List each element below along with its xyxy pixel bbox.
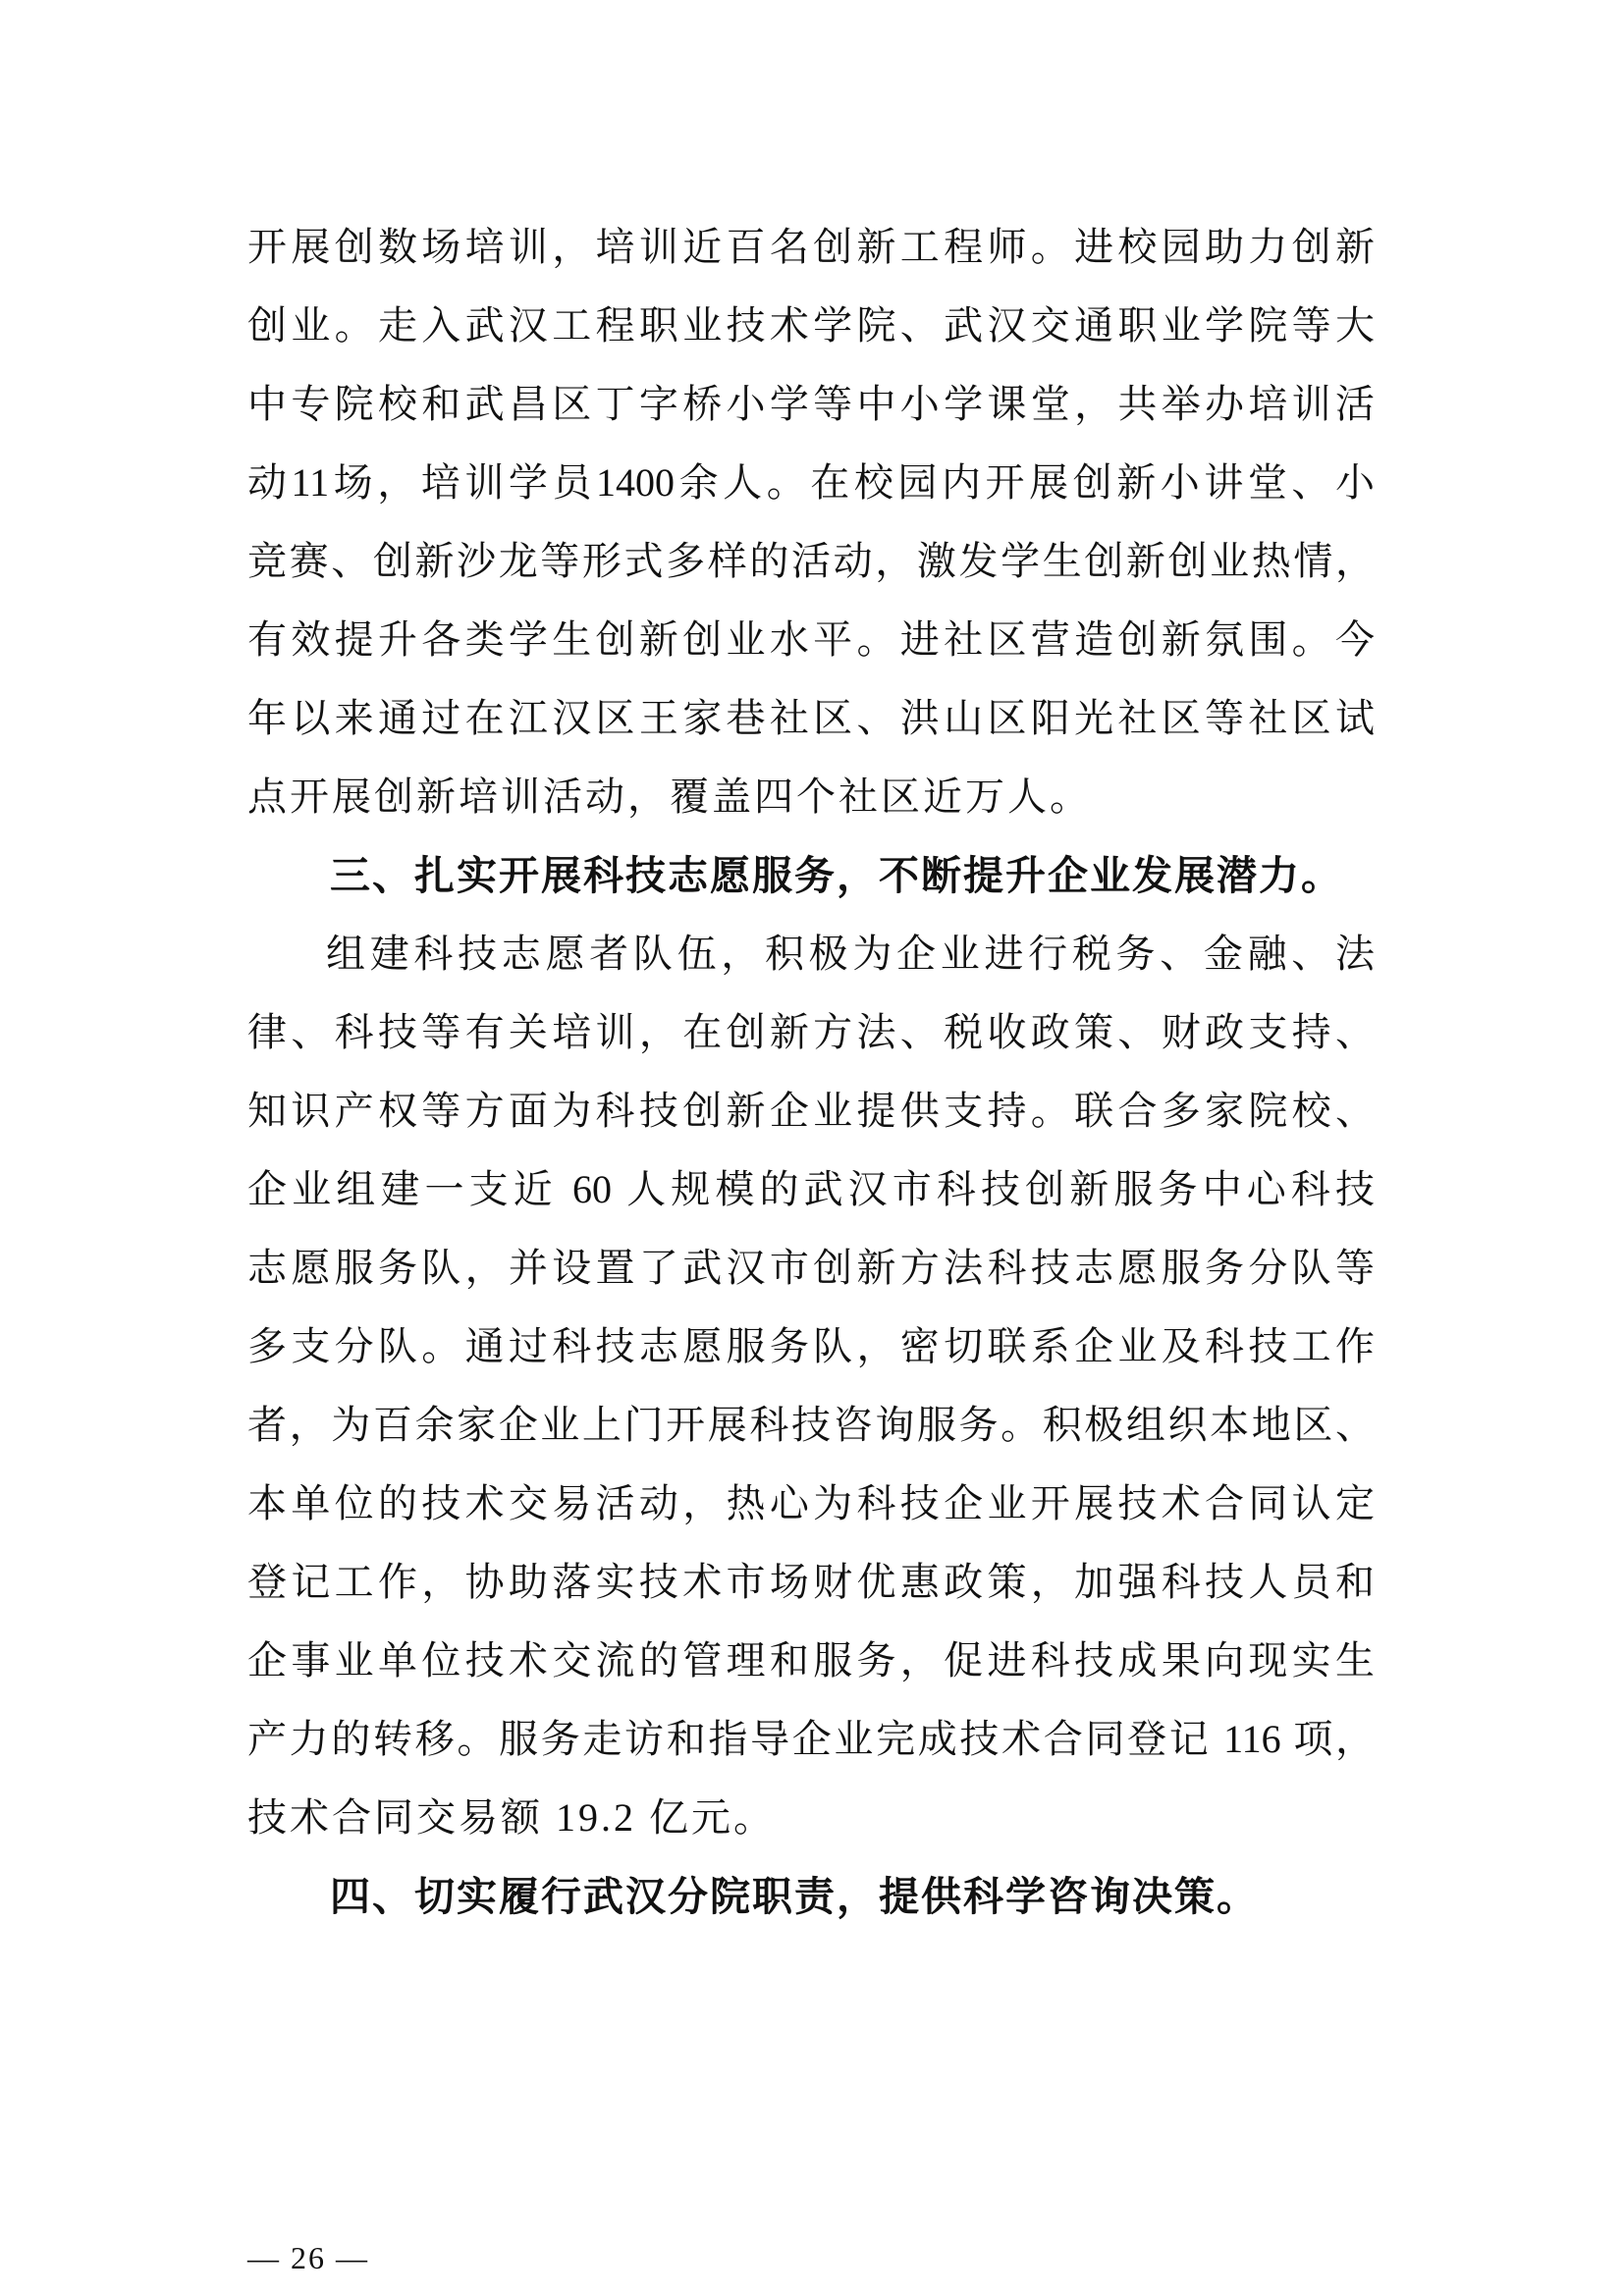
text-line: 组建科技志愿者队伍，积极为企业进行税务、金融、法 [326,932,1375,976]
text-line: 多支分队。通过科技志愿服务队，密切联系企业及科技工作 [247,1324,1375,1368]
text-line: 律、科技等有关培训，在创新方法、税收政策、财政支持、 [247,1010,1375,1054]
text-line: 企事业单位技术交流的管理和服务，促进科技成果向现实生 [247,1638,1375,1682]
text-line: 企业组建一支近 60 人规模的武汉市科技创新服务中心科技 [247,1167,1375,1211]
text-line: 开展创数场培训，培训近百名创新工程师。进校园助力创新 [247,225,1375,269]
text-line: 动11场，培训学员1400余人。在校园内开展创新小讲堂、小 [247,460,1375,505]
text-line: 产力的转移。服务走访和指导企业完成技术合同登记 116 项， [247,1717,1375,1761]
text-line: 年以来通过在江汉区王家巷社区、洪山区阳光社区等社区试 [247,696,1375,740]
page-body [247,208,1375,1936]
page-number: — 26 — [247,2240,369,2275]
text-line: 中专院校和武昌区丁字桥小学等中小学课堂，共举办培训活 [247,382,1375,426]
text-line: 者，为百余家企业上门开展科技咨询服务。积极组织本地区、 [247,1403,1375,1447]
text-line: 志愿服务队，并设置了武汉市创新方法科技志愿服务分队等 [247,1246,1375,1290]
text-line: 知识产权等方面为科技创新企业提供支持。联合多家院校、 [247,1089,1375,1133]
text-line: 技术合同交易额 19.2 亿元。 [247,1795,776,1840]
section-heading: 四、切实履行武汉分院职责，提供科学咨询决策。 [330,1874,1259,1919]
section-heading: 三、扎实开展科技志愿服务，不断提升企业发展潜力。 [330,853,1343,898]
text-line: 创业。走入武汉工程职业技术学院、武汉交通职业学院等大 [247,303,1375,347]
text-line: 点开展创新培训活动，覆盖四个社区近万人。 [247,774,1092,819]
text-line: 登记工作，协助落实技术市场财优惠政策，加强科技人员和 [247,1560,1375,1604]
text-line: 竞赛、创新沙龙等形式多样的活动，激发学生创新创业热情， [247,539,1375,583]
text-line: 本单位的技术交易活动，热心为科技企业开展技术合同认定 [247,1481,1375,1525]
text-line: 有效提升各类学生创新创业水平。进社区营造创新氛围。今 [247,617,1375,662]
